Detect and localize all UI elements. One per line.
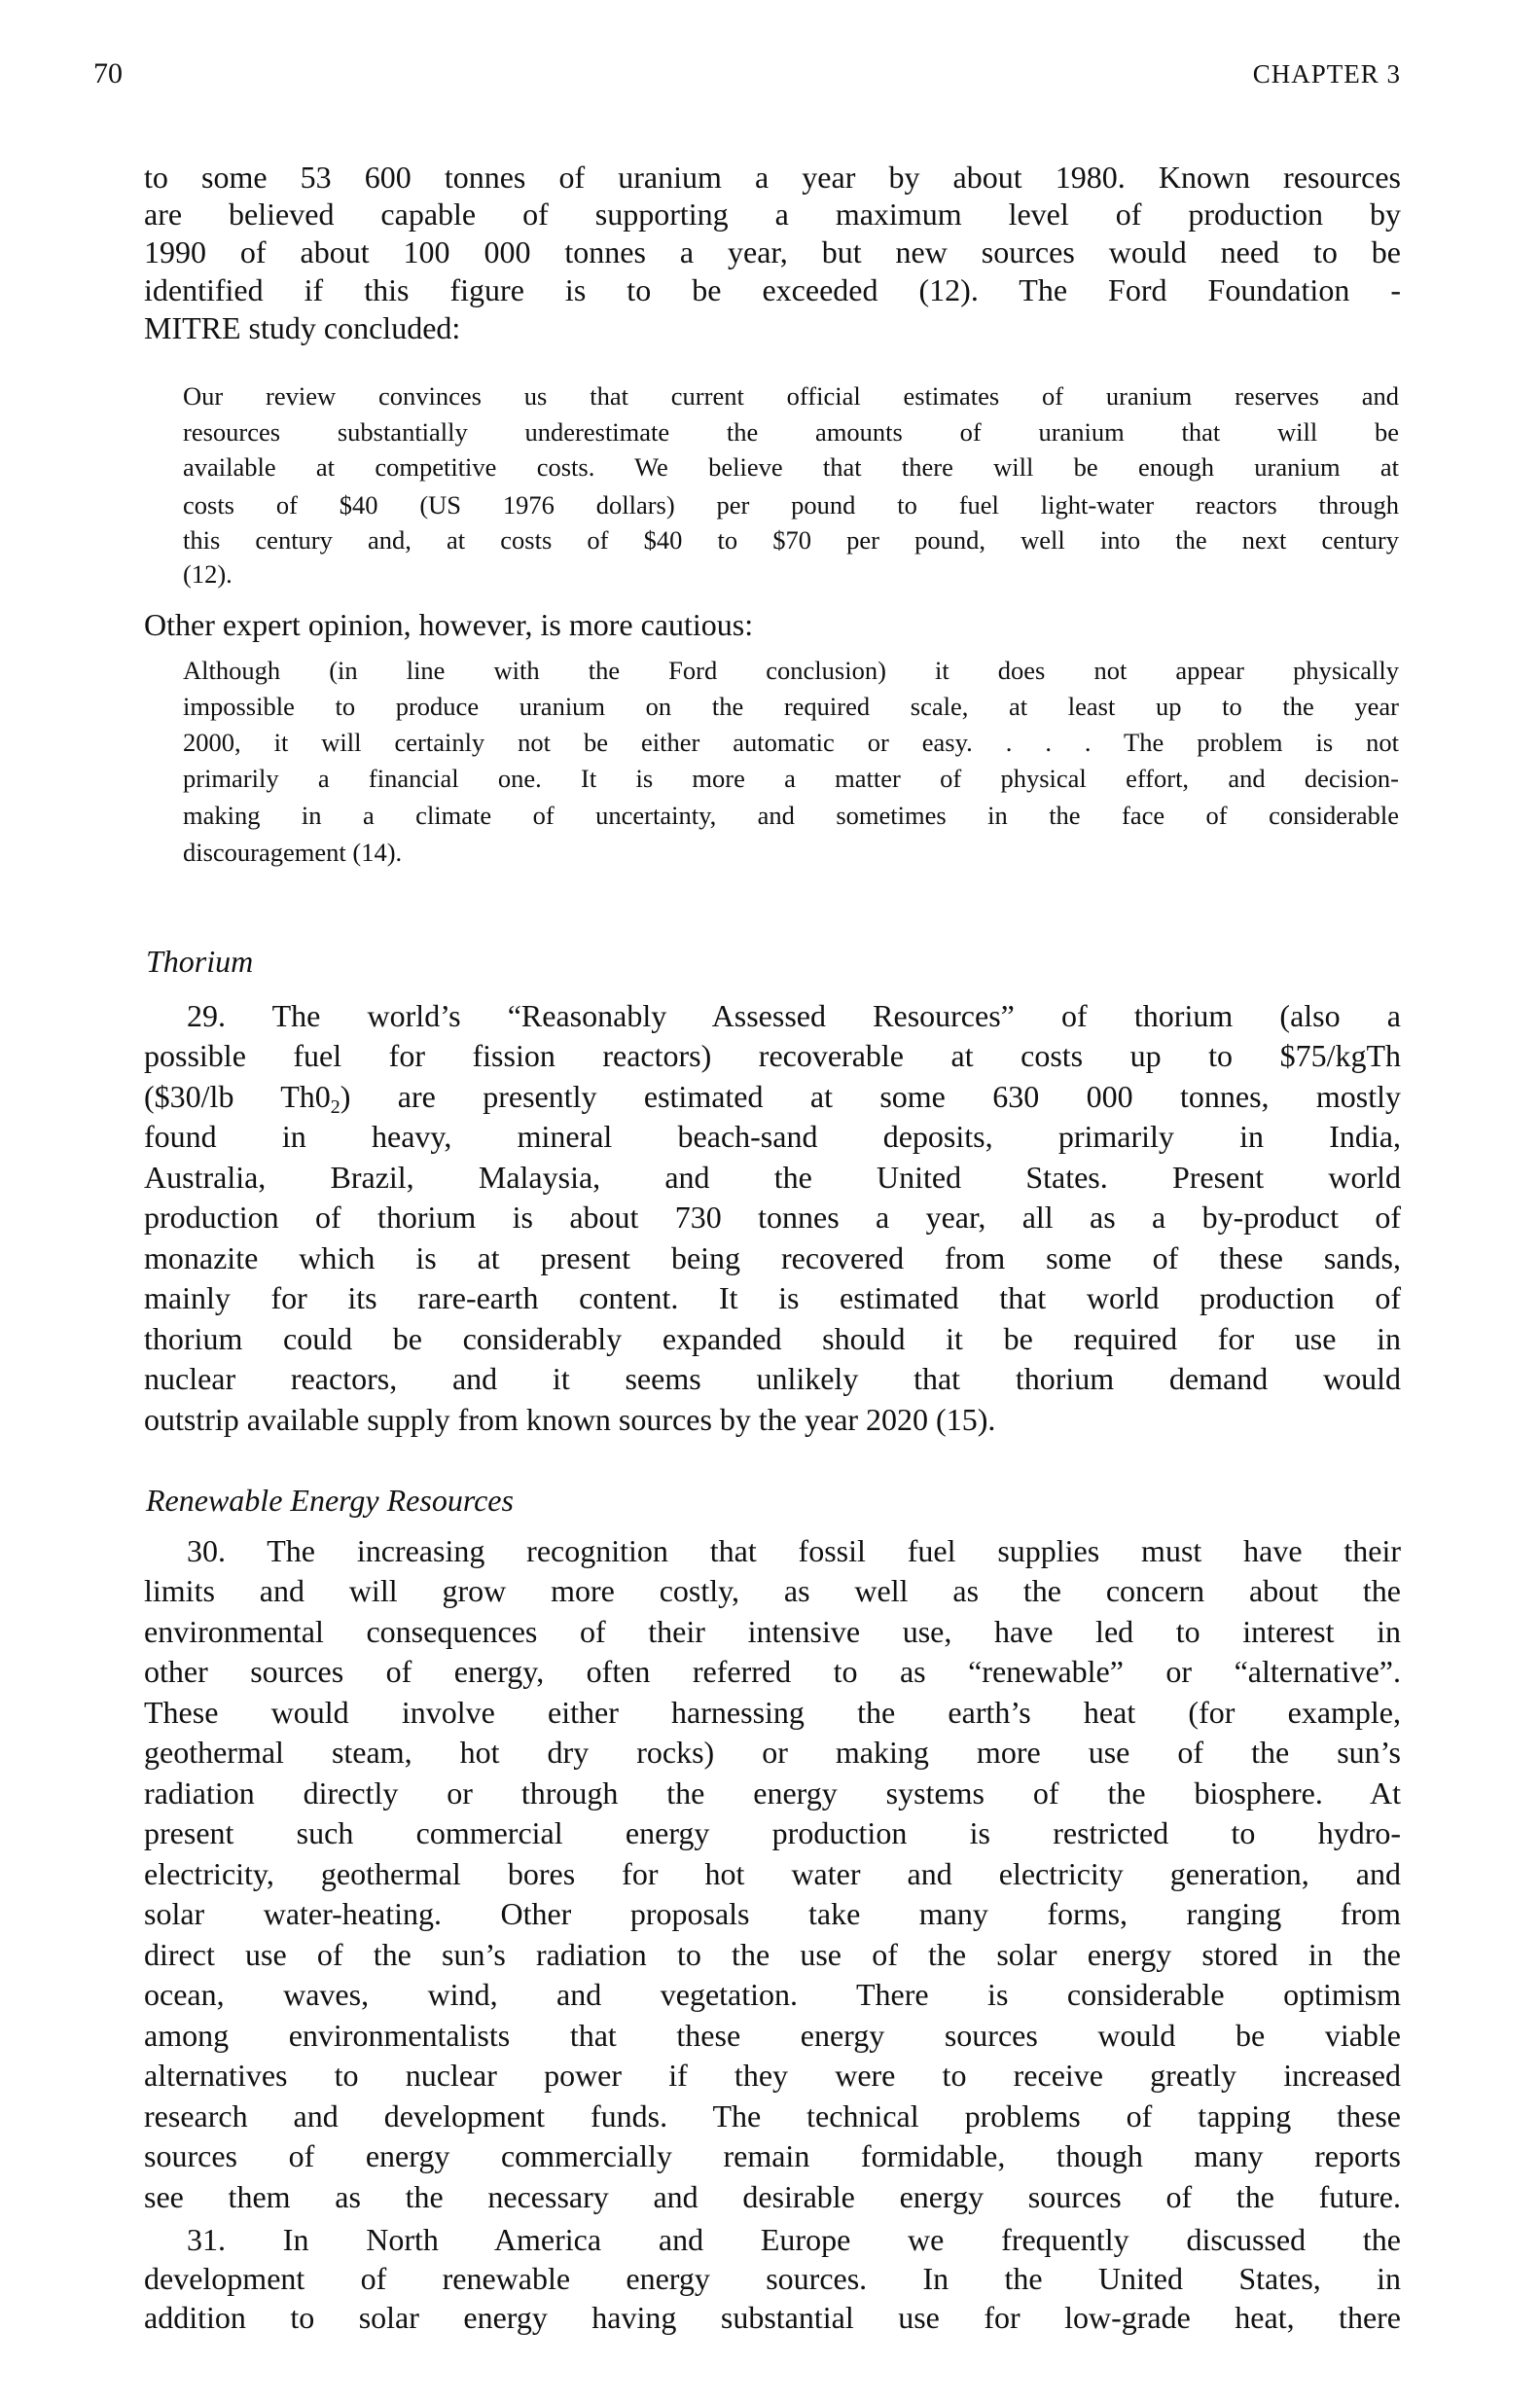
quote-line: making in a climate of uncertainty, and sometimes in the face of considerable: [183, 801, 1399, 830]
text-line: 30. The increasing recognition that fossil fuel supplies must have their: [187, 1533, 1401, 1568]
text-line: development of renewable energy sources. In the United States, in: [144, 2261, 1401, 2296]
text-line: direct use of the sun’s radiation to the use of the solar energy stored in the: [144, 1937, 1401, 1972]
text-line: identified if this figure is to be exceeded (12). The Ford Foundation -: [144, 272, 1401, 307]
text-line: thorium could be considerably expanded should it be required for use in: [144, 1321, 1401, 1356]
quote-line: 2000, it will certainly not be either automatic or easy. . . . The problem is not: [183, 728, 1399, 757]
page-number: 70: [93, 57, 123, 90]
text-line: alternatives to nuclear power if they were to receive greatly increased: [144, 2058, 1401, 2093]
section-heading-thorium: Thorium: [146, 944, 254, 979]
text-line: limits and will grow more costly, as well as the concern about the: [144, 1573, 1401, 1608]
quote-line: Although (in line with the Ford conclusion) it does not appear physically: [183, 656, 1399, 685]
paragraph-other-opinion: Other expert opinion, however, is more cautious:: [144, 607, 754, 642]
text-line: outstrip available supply from known sources by the year 2020 (15).: [144, 1402, 996, 1437]
text-fragment: ($30/lb Th0: [144, 1079, 331, 1114]
text-line: are believed capable of supporting a maximum level of production by: [144, 197, 1401, 232]
text-line: addition to solar energy having substantial use for low-grade heat, there: [144, 2300, 1401, 2335]
running-head-chapter: CHAPTER 3: [1252, 59, 1401, 89]
text-line: 29. The world’s “Reasonably Assessed Resources” of thorium (also a: [187, 998, 1401, 1033]
text-line: among environmentalists that these energy sources would be viable: [144, 2018, 1401, 2053]
quote-line: costs of $40 (US 1976 dollars) per pound to fuel light-water reactors through: [183, 490, 1399, 520]
text-line: to some 53 600 tonnes of uranium a year by about 1980. Known resources: [144, 160, 1401, 195]
text-line: These would involve either harnessing the earth’s heat (for example,: [144, 1695, 1401, 1730]
text-line: radiation directly or through the energy systems of the biosphere. At: [144, 1775, 1401, 1810]
text-line: see them as the necessary and desirable energy sources of the future.: [144, 2179, 1401, 2214]
text-fragment: ) are presently estimated at some 630 000 tonnes, mostly: [340, 1079, 1402, 1114]
text-line: mainly for its rare-earth content. It is estimated that world production of: [144, 1280, 1401, 1315]
text-line: Australia, Brazil, Malaysia, and the United States. Present world: [144, 1160, 1401, 1195]
quote-line: Our review convinces us that current official estimates of uranium reserves and: [183, 381, 1399, 411]
text-line: monazite which is at present being recovered from some of these sands,: [144, 1240, 1401, 1275]
text-line: ocean, waves, wind, and vegetation. There is considerable optimism: [144, 1977, 1401, 2012]
quote-line: this century and, at costs of $40 to $70 per pound, well into the next century: [183, 525, 1399, 555]
quote-line: available at competitive costs. We believe that there will be enough uranium at: [183, 452, 1399, 482]
text-line: environmental consequences of their intensive use, have led to interest in: [144, 1614, 1401, 1649]
quote-line: resources substantially underestimate the amounts of uranium that will be: [183, 417, 1399, 447]
text-line: nuclear reactors, and it seems unlikely that thorium demand would: [144, 1361, 1401, 1396]
text-line: geothermal steam, hot dry rocks) or making more use of the sun’s: [144, 1735, 1401, 1770]
text-line: possible fuel for fission reactors) recoverable at costs up to $75/kgTh: [144, 1038, 1401, 1073]
quote-line: (12).: [183, 559, 233, 589]
text-line: found in heavy, mineral beach-sand deposits, primarily in India,: [144, 1119, 1401, 1154]
text-line-with-subscript: [144, 1077, 1401, 1116]
quote-line: discouragement (14).: [183, 838, 403, 867]
text-line: production of thorium is about 730 tonnes a year, all as a by-product of: [144, 1200, 1401, 1235]
text-line: other sources of energy, often referred to as “renewable” or “alternative”.: [144, 1654, 1401, 1689]
section-heading-renewable-energy: Renewable Energy Resources: [146, 1483, 514, 1518]
text-line: 31. In North America and Europe we frequently discussed the: [187, 2222, 1401, 2257]
subscript: 2: [330, 1096, 340, 1118]
text-line: present such commercial energy production is restricted to hydro-: [144, 1815, 1401, 1850]
text-line: MITRE study concluded:: [144, 310, 461, 345]
quote-line: primarily a financial one. It is more a matter of physical effort, and decision-: [183, 764, 1399, 793]
quote-line: impossible to produce uranium on the required scale, at least up to the year: [183, 692, 1399, 721]
text-line: solar water-heating. Other proposals take many forms, ranging from: [144, 1896, 1401, 1931]
text-line: research and development funds. The technical problems of tapping these: [144, 2098, 1401, 2133]
text-line: electricity, geothermal bores for hot water and electricity generation, and: [144, 1856, 1401, 1891]
text-line: sources of energy commercially remain formidable, though many reports: [144, 2138, 1401, 2173]
text-line: 1990 of about 100 000 tonnes a year, but new sources would need to be: [144, 234, 1401, 269]
